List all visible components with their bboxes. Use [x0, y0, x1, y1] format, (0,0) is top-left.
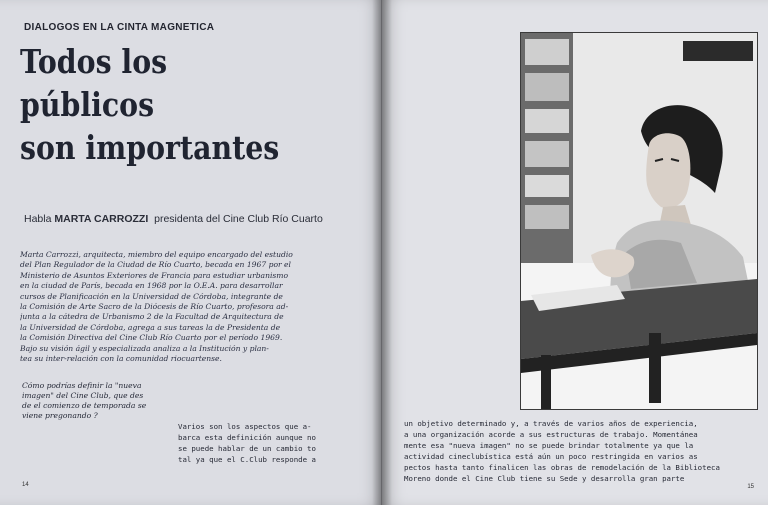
portrait-photo — [520, 32, 758, 410]
bio-line: del Plan Regulador de la Ciudad de Río Cuarto, becada en 1967 por el — [20, 260, 291, 270]
answer-line: mente esa "nueva imagen" no se puede brindar totalmente ya que la — [404, 441, 694, 450]
byline-role: presidenta del Cine Club Río Cuarto — [154, 213, 323, 225]
book-gutter — [372, 0, 392, 505]
bio-line: en la ciudad de París, becada en 1968 por la O.E.A. para desarrollar — [20, 281, 283, 291]
bio-line: junta a la cátedra de Urbanismo 2 de la Facultad de Arquitectura de — [20, 312, 284, 322]
answer-line: a una organización acorde a sus estructuras de trabajo. Momentánea — [404, 430, 698, 439]
byline — [24, 213, 323, 225]
answer-line: un objetivo determinado y, a través de varios años de experiencia, — [404, 419, 698, 428]
portrait-photo-graphic — [521, 33, 757, 409]
bio-paragraph — [20, 250, 358, 364]
headline-line: son importantes — [20, 128, 280, 167]
bio-line: tea su inter-relación con la comunidad riocuartense. — [20, 354, 222, 364]
interview-answer-continued — [404, 418, 759, 484]
answer-line: se puede hablar de un cambio to — [178, 444, 316, 453]
question-line: viene pregonando ? — [22, 411, 98, 420]
interview-answer-start — [178, 421, 358, 465]
interview-question — [22, 381, 172, 421]
answer-line: tal ya que el C.Club responde a — [178, 455, 316, 464]
answer-line: pectos hasta tanto finalicen las obras de remodelación de la Biblioteca — [404, 463, 720, 472]
answer-line: barca esta definición aunque no — [178, 433, 316, 442]
bio-line: la Comisión de Arte Sacro de la Diócesis de Río Cuarto, profesora ad- — [20, 302, 289, 312]
page-number-left: 14 — [22, 482, 29, 488]
headline-line: públicos — [20, 85, 155, 124]
section-kicker: DIALOGOS EN LA CINTA MAGNETICA — [24, 22, 215, 33]
bio-line: cursos de Planificación en la Universidad de Córdoba, integrante de — [20, 291, 283, 301]
byline-name: MARTA CARROZZI — [54, 213, 149, 225]
bio-line: la Universidad de Córdoba, agrega a sus tareas la de Presidenta de — [20, 322, 281, 332]
answer-line: Varios son los aspectos que a- — [178, 422, 312, 431]
question-line: imagen" del Cine Club, que des — [22, 391, 144, 400]
byline-prefix: Habla — [24, 213, 52, 225]
left-page — [0, 0, 382, 505]
bio-line: Bajo su visión ágil y especializada analiza a la Institución y plan- — [20, 343, 269, 353]
question-line: Cómo podrías definir la "nueva — [22, 381, 142, 390]
bio-line: Ministerio de Asuntos Exteriores de Francia para estudiar urbanismo — [20, 270, 289, 280]
question-line: de el comienzo de temporada se — [22, 401, 147, 410]
page-number-right: 15 — [747, 484, 754, 490]
bio-line: Marta Carrozzi, arquitecta, miembro del equipo encargado del estudio — [20, 250, 293, 259]
headline-line: Todos los — [20, 42, 168, 81]
answer-line: Moreno donde el Cine Club tiene su Sede y desarrolla gran parte — [404, 474, 685, 483]
answer-line: actividad cineclubística está aún un poco restringida en varios as — [404, 452, 698, 461]
bio-line: la Comisión Directiva del Cine Club Río Cuarto por el período 1969. — [20, 333, 283, 343]
article-headline — [20, 40, 312, 169]
right-page — [382, 0, 768, 505]
